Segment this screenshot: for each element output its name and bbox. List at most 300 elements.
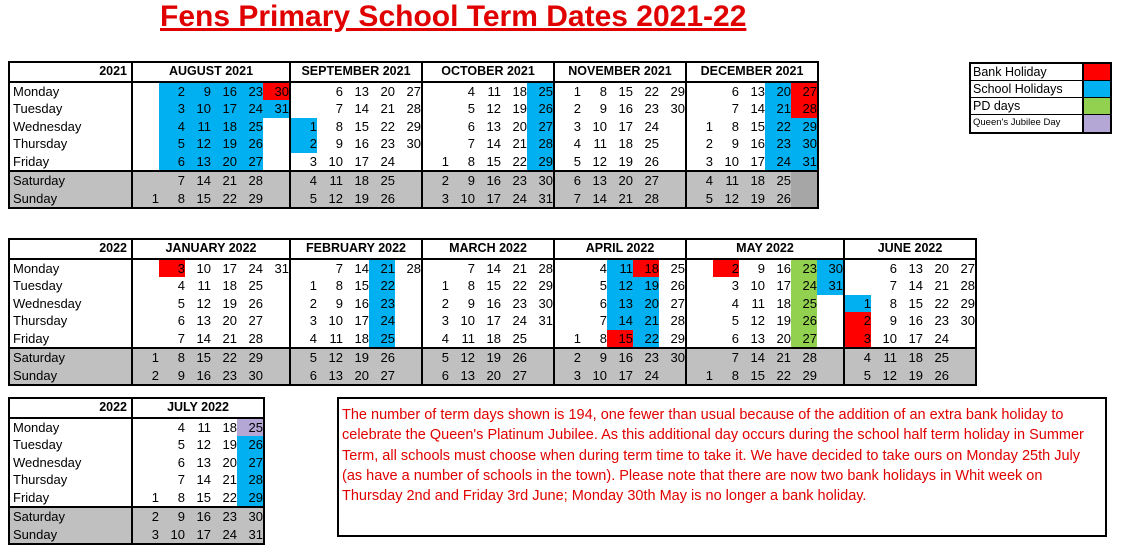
date-cell: 29 xyxy=(791,367,817,386)
date-cell: 2 xyxy=(554,348,581,367)
date-cell: 12 xyxy=(449,348,475,367)
date-cell: 25 xyxy=(765,171,791,190)
month-header: AUGUST 2021 xyxy=(132,62,290,82)
date-cell: 5 xyxy=(686,190,713,209)
date-cell: 30 xyxy=(406,136,421,152)
date-cell: 22 xyxy=(765,367,791,386)
date-cell: 19 xyxy=(343,348,369,367)
date-cell: 22 xyxy=(211,348,237,367)
day-row xyxy=(9,367,976,386)
date-cell: 18 xyxy=(486,330,501,346)
date-cell: 5 xyxy=(177,437,185,453)
date-cell xyxy=(554,277,581,295)
date-cell: 23 xyxy=(765,135,791,153)
date-cell: 10 xyxy=(592,118,607,134)
day-label: Sunday xyxy=(9,526,132,545)
date-cell: 15 xyxy=(354,118,369,134)
date-cell xyxy=(263,348,290,367)
calendar-block-july-2022 xyxy=(8,397,265,545)
date-cell: 4 xyxy=(686,171,713,190)
date-cell: 17 xyxy=(222,260,237,276)
date-cell xyxy=(686,348,713,367)
day-label: Friday xyxy=(9,330,132,349)
date-cell xyxy=(132,295,159,313)
date-cell: 27 xyxy=(369,367,395,386)
month-header: APRIL 2022 xyxy=(554,239,686,259)
date-cell: 1 xyxy=(132,348,159,367)
date-cell: 24 xyxy=(791,277,817,295)
date-cell: 17 xyxy=(908,330,923,346)
date-cell xyxy=(263,190,290,209)
date-cell: 21 xyxy=(607,190,633,209)
date-cell: 17 xyxy=(776,278,791,294)
legend-item-jubilee xyxy=(971,115,1110,132)
date-cell: 11 xyxy=(461,330,475,346)
date-cell xyxy=(263,135,290,153)
date-cell: 16 xyxy=(750,136,765,152)
date-cell: 3 xyxy=(422,312,449,330)
date-cell: 28 xyxy=(633,190,659,209)
legend-swatch xyxy=(1084,64,1110,80)
day-label: Thursday xyxy=(9,135,132,153)
date-cell: 16 xyxy=(185,507,211,526)
date-cell: 4 xyxy=(554,135,581,153)
date-cell: 15 xyxy=(486,153,501,169)
date-cell: 26 xyxy=(644,153,659,169)
date-cell: 2 xyxy=(844,312,871,330)
date-cell: 7 xyxy=(177,330,185,346)
date-cell: 7 xyxy=(713,348,739,367)
date-cell: 20 xyxy=(934,260,949,276)
date-cell: 17 xyxy=(185,526,211,545)
day-label: Sunday xyxy=(9,190,132,209)
date-cell: 22 xyxy=(934,295,949,311)
date-cell: 27 xyxy=(633,171,659,190)
date-cell: 17 xyxy=(607,367,633,386)
date-cell: 24 xyxy=(380,153,395,169)
day-label: Saturday xyxy=(9,348,132,367)
date-cell xyxy=(263,367,290,386)
date-cell: 11 xyxy=(751,295,765,311)
day-row xyxy=(9,259,976,278)
day-row xyxy=(9,118,818,136)
date-cell: 29 xyxy=(949,295,976,313)
date-cell: 12 xyxy=(185,135,211,153)
date-cell: 31 xyxy=(263,100,290,118)
date-cell xyxy=(686,82,713,101)
date-cell: 17 xyxy=(354,313,369,329)
date-cell: 5 xyxy=(422,348,449,367)
date-cell: 15 xyxy=(196,489,211,505)
date-cell: 25 xyxy=(237,118,263,136)
date-cell xyxy=(132,100,159,118)
date-cell: 12 xyxy=(592,153,607,169)
date-cell: 5 xyxy=(467,101,475,117)
date-cell: 13 xyxy=(607,295,633,313)
date-cell: 14 xyxy=(750,101,765,117)
date-cell: 30 xyxy=(527,171,554,190)
date-cell: 9 xyxy=(159,367,185,386)
date-cell: 29 xyxy=(237,348,263,367)
date-cell xyxy=(949,367,976,386)
date-cell: 13 xyxy=(317,367,343,386)
date-cell: 26 xyxy=(670,278,685,294)
date-cell xyxy=(791,171,818,190)
day-label: Tuesday xyxy=(9,100,132,118)
date-cell: 18 xyxy=(512,83,527,99)
date-cell: 24 xyxy=(369,312,395,330)
term-days-note: The number of term days shown is 194, one fewer than usual because of the addition of an extra bank holiday to celebrate the Queen's Platinum Jubilee. As this additional day occurs during the school half term holiday in Summer Term, all schools must choose when during term time to take it. We have decided to take ours on Monday 25th July (as have a number of schools in the town). Please note that there are now two bank holidays in Whit week on Thursday 2nd and Friday 3rd June; Monday 30th May is no longer a bank holiday. xyxy=(337,397,1107,537)
day-row xyxy=(9,82,818,101)
date-cell: 10 xyxy=(328,313,343,329)
date-cell xyxy=(395,367,422,386)
date-cell: 18 xyxy=(897,348,923,367)
date-cell: 16 xyxy=(486,295,501,311)
date-cell xyxy=(422,135,449,153)
date-cell: 6 xyxy=(159,153,185,172)
date-cell: 25 xyxy=(512,330,527,346)
date-cell: 14 xyxy=(196,330,211,346)
date-cell: 1 xyxy=(844,295,871,313)
calendar-table xyxy=(8,238,977,386)
date-cell: 14 xyxy=(354,101,369,117)
date-cell: 24 xyxy=(633,367,659,386)
calendar-block-2021 xyxy=(8,61,819,209)
date-cell: 20 xyxy=(380,83,395,99)
date-cell xyxy=(132,454,159,472)
date-cell: 29 xyxy=(791,118,818,136)
date-cell: 15 xyxy=(908,295,923,311)
date-cell: 17 xyxy=(750,153,765,169)
date-cell: 7 xyxy=(335,260,343,276)
month-header: JUNE 2022 xyxy=(844,239,976,259)
date-cell: 15 xyxy=(618,83,633,99)
date-cell: 19 xyxy=(897,367,923,386)
date-cell xyxy=(395,348,422,367)
month-header: OCTOBER 2021 xyxy=(422,62,554,82)
date-cell: 2 xyxy=(686,135,713,153)
date-cell: 25 xyxy=(670,260,685,276)
date-cell: 20 xyxy=(211,153,237,172)
date-cell: 11 xyxy=(871,348,897,367)
date-cell: 7 xyxy=(467,260,475,276)
day-row xyxy=(9,454,264,472)
date-cell: 24 xyxy=(237,100,263,118)
date-cell: 28 xyxy=(791,100,818,118)
date-cell: 27 xyxy=(791,330,817,349)
date-cell: 25 xyxy=(369,330,395,349)
date-cell: 18 xyxy=(222,278,237,294)
date-cell: 8 xyxy=(159,190,185,209)
date-cell: 3 xyxy=(159,259,185,278)
date-cell: 21 xyxy=(222,330,237,346)
date-cell: 11 xyxy=(329,330,343,346)
date-cell: 10 xyxy=(724,153,739,169)
date-cell: 26 xyxy=(501,348,527,367)
date-cell: 12 xyxy=(486,101,501,117)
date-cell: 10 xyxy=(581,367,607,386)
date-cell: 9 xyxy=(599,101,607,117)
calendar-table xyxy=(8,397,265,545)
day-label: Wednesday xyxy=(9,295,132,313)
date-cell xyxy=(395,330,422,349)
date-cell: 16 xyxy=(908,313,923,329)
legend-item-pd-days xyxy=(971,98,1110,115)
date-cell: 12 xyxy=(713,190,739,209)
date-cell: 1 xyxy=(554,82,581,101)
date-cell: 18 xyxy=(343,171,369,190)
date-cell: 8 xyxy=(335,118,343,134)
day-row xyxy=(9,348,976,367)
date-cell: 21 xyxy=(222,472,237,488)
date-cell: 30 xyxy=(237,367,263,386)
date-cell: 28 xyxy=(406,260,421,276)
date-cell: 14 xyxy=(486,136,501,152)
date-cell: 19 xyxy=(475,348,501,367)
date-cell xyxy=(817,312,844,330)
date-cell: 11 xyxy=(197,278,211,294)
date-cell: 11 xyxy=(607,259,633,278)
date-cell: 3 xyxy=(132,526,159,545)
date-cell xyxy=(290,100,317,118)
date-cell: 29 xyxy=(527,153,554,172)
date-cell: 6 xyxy=(599,295,607,311)
date-cell: 20 xyxy=(222,313,237,329)
day-row xyxy=(9,330,976,349)
date-cell xyxy=(686,330,713,349)
date-cell: 21 xyxy=(369,259,395,278)
date-cell: 27 xyxy=(791,82,818,101)
year-label: 2022 xyxy=(9,239,132,259)
date-cell: 9 xyxy=(335,295,343,311)
date-cell: 9 xyxy=(335,136,343,152)
date-cell: 26 xyxy=(923,367,949,386)
date-cell: 18 xyxy=(633,259,659,278)
date-cell: 1 xyxy=(686,118,713,136)
date-cell: 2 xyxy=(713,259,739,278)
date-cell: 3 xyxy=(554,367,581,386)
date-cell: 6 xyxy=(335,83,343,99)
date-cell: 28 xyxy=(670,313,685,329)
date-cell: 30 xyxy=(237,507,264,526)
date-cell: 21 xyxy=(512,136,527,152)
date-cell: 27 xyxy=(527,118,554,136)
date-cell xyxy=(554,259,581,278)
date-cell: 19 xyxy=(618,153,633,169)
date-cell xyxy=(132,418,159,437)
date-cell: 17 xyxy=(211,100,237,118)
date-cell: 14 xyxy=(486,260,501,276)
date-cell xyxy=(132,118,159,136)
date-cell: 25 xyxy=(369,171,395,190)
day-label: Thursday xyxy=(9,312,132,330)
date-cell xyxy=(527,330,554,349)
date-cell: 13 xyxy=(486,118,501,134)
year-label: 2022 xyxy=(9,398,132,418)
date-cell: 1 xyxy=(132,489,159,508)
date-cell: 2 xyxy=(554,100,581,118)
date-cell: 20 xyxy=(776,330,791,346)
date-cell: 18 xyxy=(618,136,633,152)
date-cell: 14 xyxy=(908,278,923,294)
date-cell: 30 xyxy=(791,135,818,153)
date-cell xyxy=(395,153,422,172)
legend-item-bank-holiday xyxy=(971,64,1110,81)
date-cell: 14 xyxy=(607,312,633,330)
date-cell: 19 xyxy=(512,101,527,117)
date-cell: 6 xyxy=(177,313,185,329)
date-cell: 17 xyxy=(618,118,633,134)
date-cell xyxy=(263,277,290,295)
date-cell: 10 xyxy=(882,330,897,346)
day-row xyxy=(9,526,264,545)
date-cell: 21 xyxy=(765,348,791,367)
date-cell: 12 xyxy=(196,295,211,311)
date-cell: 22 xyxy=(633,330,659,349)
date-cell xyxy=(949,330,976,349)
date-cell: 10 xyxy=(185,100,211,118)
date-cell: 3 xyxy=(159,100,185,118)
date-cell: 26 xyxy=(765,190,791,209)
date-cell: 14 xyxy=(739,348,765,367)
date-cell: 4 xyxy=(422,330,449,349)
month-header: MARCH 2022 xyxy=(422,239,554,259)
date-cell: 13 xyxy=(449,367,475,386)
month-header: FEBRUARY 2022 xyxy=(290,239,422,259)
date-cell xyxy=(132,82,159,101)
date-cell: 19 xyxy=(211,135,237,153)
day-row xyxy=(9,436,264,454)
date-cell: 23 xyxy=(633,348,659,367)
date-cell: 30 xyxy=(949,312,976,330)
date-cell xyxy=(132,312,159,330)
date-cell: 13 xyxy=(750,330,765,346)
date-cell: 12 xyxy=(607,277,633,295)
date-cell: 29 xyxy=(670,330,685,346)
date-cell xyxy=(817,348,844,367)
date-cell: 27 xyxy=(949,259,976,278)
date-cell: 8 xyxy=(177,489,185,505)
date-cell: 25 xyxy=(527,82,554,101)
day-label: Monday xyxy=(9,82,132,101)
date-cell: 18 xyxy=(739,171,765,190)
date-cell: 24 xyxy=(248,260,263,276)
month-header: MAY 2022 xyxy=(686,239,844,259)
date-cell: 19 xyxy=(222,437,237,453)
date-cell: 4 xyxy=(290,330,317,349)
date-cell xyxy=(132,471,159,489)
date-cell: 3 xyxy=(422,190,449,209)
date-cell: 26 xyxy=(369,190,395,209)
date-cell xyxy=(659,367,686,386)
date-cell xyxy=(395,190,422,209)
date-cell: 18 xyxy=(354,330,369,346)
date-cell: 26 xyxy=(791,312,817,330)
date-cell: 23 xyxy=(369,295,395,313)
day-row xyxy=(9,135,818,153)
date-cell: 9 xyxy=(467,295,475,311)
date-cell: 22 xyxy=(380,118,395,134)
date-cell: 6 xyxy=(731,83,739,99)
date-cell: 17 xyxy=(486,313,501,329)
date-cell: 8 xyxy=(467,153,475,169)
day-label: Tuesday xyxy=(9,436,132,454)
date-cell: 12 xyxy=(750,313,765,329)
date-cell xyxy=(659,153,686,172)
date-cell: 7 xyxy=(554,190,581,209)
date-cell: 23 xyxy=(644,101,659,117)
day-row xyxy=(9,489,264,508)
date-cell xyxy=(791,190,818,209)
day-label: Wednesday xyxy=(9,118,132,136)
date-cell: 13 xyxy=(185,153,211,172)
day-label: Monday xyxy=(9,418,132,437)
date-cell: 3 xyxy=(844,330,871,349)
date-cell xyxy=(132,135,159,153)
date-cell xyxy=(422,82,449,101)
date-cell xyxy=(527,367,554,386)
date-cell: 5 xyxy=(290,190,317,209)
date-cell: 28 xyxy=(791,348,817,367)
date-cell: 9 xyxy=(159,507,185,526)
date-cell: 23 xyxy=(237,82,263,101)
date-cell xyxy=(844,277,871,295)
date-cell xyxy=(817,295,844,313)
day-row xyxy=(9,312,976,330)
date-cell xyxy=(263,295,290,313)
date-cell: 6 xyxy=(554,171,581,190)
year-label: 2021 xyxy=(9,62,132,82)
legend-label: School Holidays xyxy=(971,81,1084,97)
date-cell: 21 xyxy=(934,278,949,294)
date-cell: 18 xyxy=(222,419,237,435)
date-cell: 19 xyxy=(222,295,237,311)
date-cell: 22 xyxy=(765,118,791,136)
date-cell: 16 xyxy=(618,101,633,117)
date-cell: 20 xyxy=(512,118,527,134)
date-cell: 15 xyxy=(354,278,369,294)
date-cell: 31 xyxy=(274,260,289,276)
date-cell: 17 xyxy=(475,190,501,209)
date-cell: 8 xyxy=(713,367,739,386)
date-cell: 22 xyxy=(512,278,527,294)
date-cell: 4 xyxy=(844,348,871,367)
date-cell: 14 xyxy=(185,171,211,190)
date-cell xyxy=(659,118,686,136)
date-cell: 9 xyxy=(757,260,765,276)
date-cell: 2 xyxy=(132,507,159,526)
date-cell: 1 xyxy=(686,367,713,386)
date-cell xyxy=(686,312,713,330)
date-cell xyxy=(132,171,159,190)
date-cell: 27 xyxy=(248,313,263,329)
legend-item-school-holidays xyxy=(971,81,1110,98)
date-cell xyxy=(659,171,686,190)
date-cell: 11 xyxy=(197,419,211,435)
date-cell: 28 xyxy=(248,330,263,346)
day-row xyxy=(9,507,264,526)
date-cell: 30 xyxy=(817,259,844,278)
date-cell: 8 xyxy=(599,330,607,346)
day-row xyxy=(9,471,264,489)
date-cell: 10 xyxy=(196,260,211,276)
date-cell: 30 xyxy=(670,101,685,117)
date-cell: 2 xyxy=(422,171,449,190)
date-cell: 22 xyxy=(644,83,659,99)
date-cell: 27 xyxy=(670,295,685,311)
date-cell: 12 xyxy=(317,190,343,209)
date-cell: 5 xyxy=(159,135,185,153)
